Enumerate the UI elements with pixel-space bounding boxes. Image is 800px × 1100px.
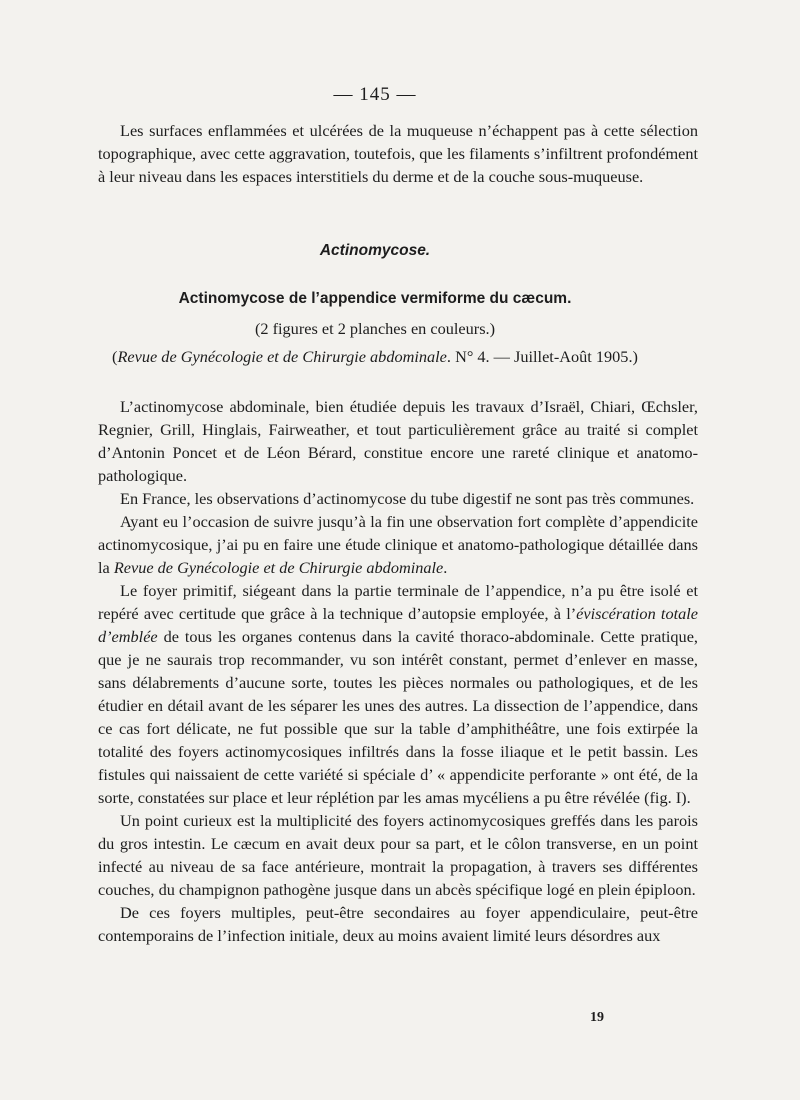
p3-journal: Revue de Gynécologie et de Chirurgie abdominale xyxy=(113,558,444,577)
body-paragraph-1: L’actinomycose abdominale, bien étudiée depuis les travaux d’Israël, Chiari, Œchsler, Regnier, Grill, Hinglais, Fairweather, et tout particulièrement grâce au traité si complet d’Antonin Poncet et de Léon Bérard, constitue encore une rareté clinique et anatomo-pathologique. xyxy=(98,397,698,485)
article-subtitle: (2 figures et 2 planches en couleurs.) xyxy=(254,319,496,338)
article-citation xyxy=(0,347,750,367)
p4-italic: éviscération totale d’emblée xyxy=(98,604,699,646)
p4-text-b: de tous les organes contenus dans la cavité thoraco-abdominale. Cette pratique, que je ne saurais trop recommander, vu son intérêt constant, permet d’enlever en masse, sans délabrements d’aucune sorte, toutes les pièces normales ou pathologiques, et de les étudier en détail avant de les séparer les unes des autres. La dissection de l’appendice, dans ce cas fort délicate, ne fut possible que sur la table d’amphithéâtre, une fois extirpée la totalité des foyers actinomycosiques infiltrés dans la fosse iliaque et le petit bassin. Les fistules qui naissaient de cette variété si spéciale d’ « appendicite perforante » ont été, de la sorte, constatées sur place et leur réplétion par les amas mycéliens a pu être révélée (fig. I). xyxy=(98,627,698,807)
body-paragraph-5: Un point curieux est la multiplicité des foyers actinomycosiques greffés dans les parois du gros intestin. Le cæcum en avait deux pour sa part, et le côlon transverse, en un point infecté au niveau de sa face antérieure, montrait la propagation, à travers ses différentes couches, du champignon pathogène jusque dans un abcès spécifique logé en plein épiploon. xyxy=(98,811,698,899)
section-title: Actinomycose. xyxy=(319,242,431,259)
citation-rest: . N° 4. — Juillet-Août 1905.) xyxy=(446,347,638,366)
article-body xyxy=(98,395,698,947)
p3-text-a: Ayant eu l’occasion de suivre jusqu’à la fin une observation fort complète d’appendicite actinomycosique, j’ai pu en faire une étude clinique et anatomo-pathologique détaillée dans la xyxy=(98,512,698,577)
body-paragraph-6: De ces foyers multiples, peut-être secondaires au foyer appendiculaire, peut-être contemporains de l’infection initiale, deux au moins avaient limité leurs désordres aux xyxy=(98,903,698,945)
p4-text-a: Le foyer primitif, siégeant dans la partie terminale de l’appendice, n’a pu être isolé et repéré avec certitude que grâce à la technique d’autopsie employée, à l’ xyxy=(98,581,698,623)
body-paragraph-4 xyxy=(98,579,698,809)
body-paragraph-2: En France, les observations d’actinomycose du tube digestif ne sont pas très communes. xyxy=(120,489,695,508)
citation-journal: Revue de Gynécologie et de Chirurgie abdominale xyxy=(117,347,447,366)
article-title: Actinomycose de l’appendice vermiforme du cæcum. xyxy=(178,290,572,307)
signature-mark: 19 xyxy=(590,1010,604,1025)
citation-open: ( xyxy=(112,347,118,366)
body-paragraph-3 xyxy=(98,510,698,579)
page-number: — 145 — xyxy=(333,84,417,105)
intro-paragraph: Les surfaces enflammées et ulcérées de la muqueuse n’échappent pas à cette sélection topographique, avec cette aggravation, toutefois, que les filaments s’infiltrent profondément à leur niveau dans les espaces interstitiels du derme et de la couche sous-muqueuse. xyxy=(98,121,698,186)
p3-text-b: . xyxy=(443,558,448,577)
